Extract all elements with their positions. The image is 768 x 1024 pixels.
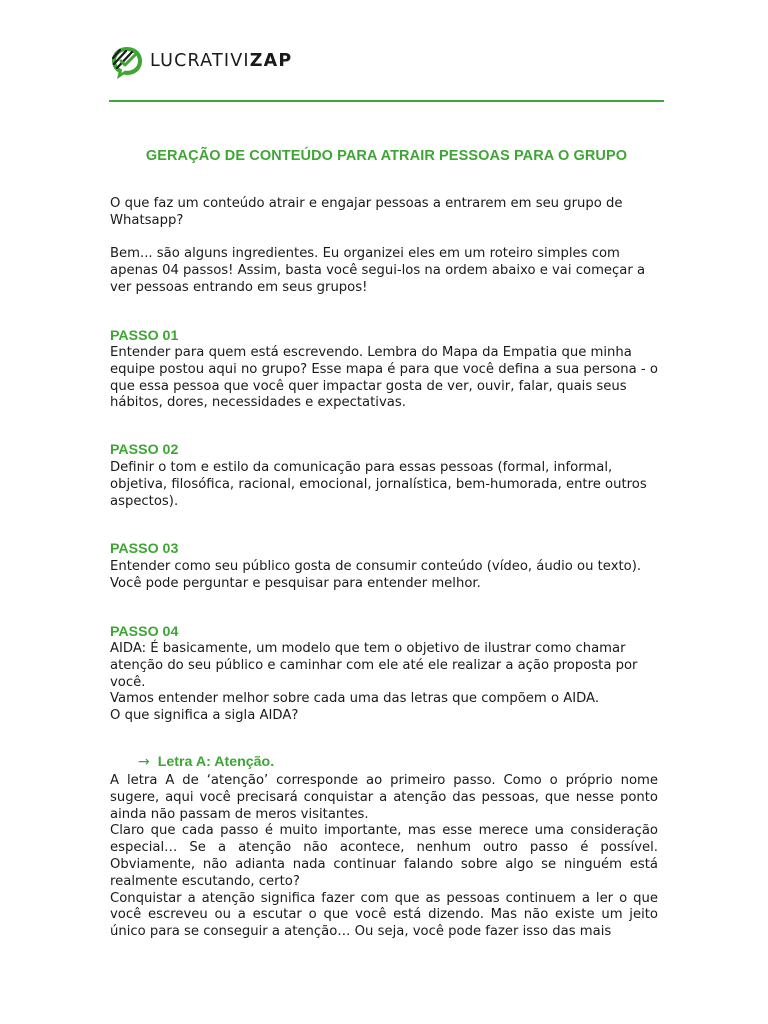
letter-a-paragraph: A letra A de ‘atenção’ corresponde ao primeiro passo. Como o próprio nome sugere, aqui você precisará conquistar a atenção das pessoas, que nesse ponto ainda não passam de meros visitantes. bbox=[110, 773, 658, 822]
letter-a-paragraph: Claro que cada passo é muito importante, mas esse merece uma consideração especial… Se a atenção não acontece, nenhum outro passo é possível. Obviamente, não adianta nada continuar falando sobre algo se ninguém está realmente escutando, certo? bbox=[110, 823, 658, 889]
intro-paragraph-2: Bem... são alguns ingredientes. Eu organizei eles em um roteiro simples com apenas 04 passos! Assim, basta você segui-los na ordem abaixo e vai começar a ver pessoas entrando em seus grupos! bbox=[110, 246, 646, 295]
chat-bubble-check-icon bbox=[110, 44, 144, 80]
step-4-paragraph: O que significa a sigla AIDA? bbox=[110, 708, 299, 724]
logo-text-bold: ZAP bbox=[249, 51, 293, 72]
step-4-paragraph: Vamos entender melhor sobre cada uma das letras que compõem o AIDA. bbox=[110, 691, 600, 707]
header-divider bbox=[109, 100, 664, 102]
step-4-paragraph: AIDA: É basicamente, um modelo que tem o objetivo de ilustrar como chamar atenção do seu público e caminhar com ele até ele realizar a ação proposta por você. bbox=[110, 641, 638, 690]
logo bbox=[110, 44, 292, 80]
letter-a-heading bbox=[138, 754, 274, 770]
step-text-3: Entender como seu público gosta de consumir conteúdo (vídeo, áudio ou texto). Você pode perguntar e pesquisar para entender melhor. bbox=[110, 559, 642, 591]
letter-a-title: Letra A: Atenção. bbox=[157, 754, 275, 770]
intro-paragraph-1: O que faz um conteúdo atrair e engajar pessoas a entrarem em seu grupo de Whatsapp? bbox=[110, 196, 623, 228]
step-title-4: PASSO 04 bbox=[110, 624, 179, 640]
step-text-4 bbox=[110, 641, 658, 725]
logo-text-regular: LUCRATIVI bbox=[150, 51, 250, 72]
right-arrow-icon: → bbox=[138, 754, 150, 770]
letter-a-text bbox=[110, 773, 658, 941]
letter-a-paragraph: Conquistar a atenção significa fazer com que as pessoas continuem a ler o que você escreveu ou a escutar o que você está dizendo. Mas não existe um jeito único para se conseguir a atenção… Ou seja, você pode fazer isso das mais bbox=[110, 890, 658, 940]
step-text-1: Entender para quem está escrevendo. Lembra do Mapa da Empatia que minha equipe postou aqui no grupo? Esse mapa é para que você defina a sua persona - o que essa pessoa que você quer impactar gosta de ver, ouvir, falar, quais seus hábitos, dores, necessidades e expectativas. bbox=[110, 345, 658, 411]
logo-wordmark bbox=[150, 53, 292, 71]
page-title: GERAÇÃO DE CONTEÚDO PARA ATRAIR PESSOAS PARA O GRUPO bbox=[145, 148, 628, 164]
step-title-1: PASSO 01 bbox=[110, 328, 179, 344]
step-title-2: PASSO 02 bbox=[110, 442, 179, 458]
step-text-2: Definir o tom e estilo da comunicação para essas pessoas (formal, informal, objetiva, filosófica, racional, emocional, jornalística, bem-humorada, entre outros aspectos). bbox=[110, 460, 647, 509]
step-title-3: PASSO 03 bbox=[110, 541, 179, 557]
